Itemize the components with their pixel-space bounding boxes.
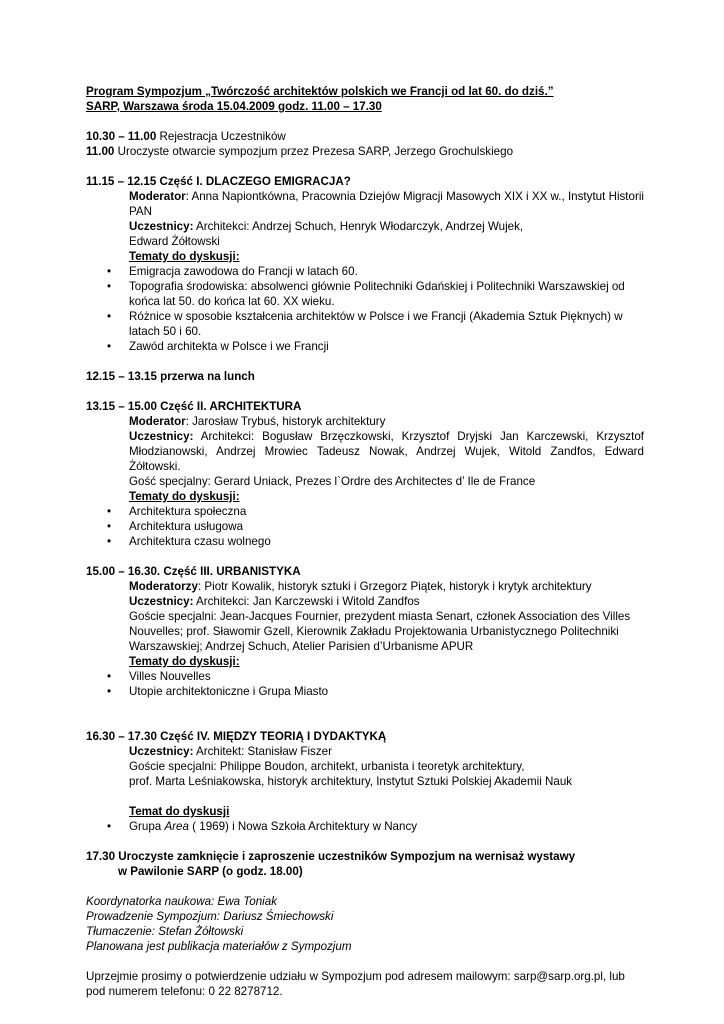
part-3-guests: Goście specjalni: Jean-Jacques Fournier, prezydent miasta Senart, członek Association des Villes Nouvelles; prof. Sławomir Gzell, Kierownik Zakładu Projektowania Urbanistycznego Politechniki Warszawskiej; Andrzej Schuch, Atelier Parisien d’Urbanisme APUR xyxy=(129,610,631,653)
credit-line: Koordynatorka naukowa: Ewa Toniak xyxy=(86,895,277,908)
list-item: • Emigracja zawodowa do Francji w latach 60. xyxy=(86,264,644,279)
closing-line-2: w Pawilonie SARP (o godz. 18.00) xyxy=(118,865,303,878)
schedule-item xyxy=(86,129,644,144)
schedule-time: 10.30 – 11.00 xyxy=(86,130,157,143)
participants-label: Uczestnicy: xyxy=(129,745,194,758)
footer-note: Uprzejmie prosimy o potwierdzenie udziału w Sympozjum pod adresem mailowym: sarp@sarp.org.pl, lub pod numerem telefonu: 0 22 8278712. xyxy=(86,970,625,998)
closing-line-1: 17.30 Uroczyste zamknięcie i zaproszenie uczestników Sympozjum na wernisaż wystawy xyxy=(86,850,576,863)
moderators-text: : Piotr Kowalik, historyk sztuki i Grzegorz Piątek, historyk i krytyk architektury xyxy=(197,580,592,593)
participants-text: Architekci: Andrzej Schuch, Henryk Włodarczyk, Andrzej Wujek, xyxy=(193,220,524,233)
part-3-topics-label: Tematy do dyskusji: xyxy=(129,655,240,668)
document-subtitle: SARP, Warszawa środa 15.04.2009 godz. 11.00 – 17.30 xyxy=(86,100,382,113)
list-item: • Topografia środowiska: absolwenci głównie Politechniki Gdańskiej i Politechniki Warszawskiej od końca lat 50. do końca lat 60. XX wieku. xyxy=(86,279,644,309)
participants-label: Uczestnicy: xyxy=(129,430,194,443)
part-2-topics xyxy=(86,504,644,549)
part-2-topics-label: Tematy do dyskusji: xyxy=(129,490,240,503)
part-4-topics xyxy=(86,819,644,834)
list-item: • Architektura społeczna xyxy=(86,504,644,519)
moderator-label: Moderator xyxy=(129,415,186,428)
topic-text-post: ( 1969) i Nowa Szkoła Architektury w Nancy xyxy=(188,820,418,833)
part-1-section xyxy=(86,174,644,354)
participants-text: Architekt: Stanisław Fiszer xyxy=(193,745,332,758)
moderator-label: Moderator xyxy=(129,190,186,203)
part-1-heading: 11.15 – 12.15 Część I. DLACZEGO EMIGRACJA? xyxy=(86,175,351,188)
schedule-time: 11.00 xyxy=(86,145,115,158)
part-2-guest: Gość specjalny: Gerard Uniack, Prezes l`Ordre des Architectes d’ Ile de France xyxy=(129,475,536,488)
part-3-topics xyxy=(86,669,644,699)
closing-section xyxy=(86,849,644,879)
list-item: • Utopie architektoniczne i Grupa Miasto xyxy=(86,684,644,699)
participants-text-cont: Edward Żółtowski xyxy=(129,235,220,248)
part-3-participants xyxy=(86,594,644,609)
credit-line: Planowana jest publikacja materiałów z Sympozjum xyxy=(86,940,352,953)
moderators-label: Moderatorzy xyxy=(129,580,198,593)
topic-text-italic: Area xyxy=(164,820,189,833)
document-title: Program Sympozjum „Twórczość architektów polskich we Francji od lat 60. do dziś.” xyxy=(86,85,554,98)
part-4-participants xyxy=(86,744,644,759)
part-2-participants xyxy=(86,429,644,474)
part-1-moderator xyxy=(86,189,644,219)
participants-text: Architekci: Bogusław Brzęczkowski, Krzysztof Dryjski Jan Karczewski, Krzysztof Młodzianowski, Andrzej Mrowiec Tadeusz Nowak, Andrzej Wujek, Witold Zandfos, Edward Żółtowski. xyxy=(129,430,644,473)
participants-label: Uczestnicy: xyxy=(129,595,194,608)
list-item: • Zawód architekta w Polsce i we Francji xyxy=(86,339,644,354)
schedule-text: Rejestracja Uczestników xyxy=(156,130,286,143)
part-4-section xyxy=(86,729,644,834)
part-3-heading: 15.00 – 16.30. Część III. URBANISTYKA xyxy=(86,565,301,578)
part-4-topic-label: Temat do dyskusji xyxy=(129,805,230,818)
part-2-heading: 13.15 – 15.00 Część II. ARCHITEKTURA xyxy=(86,400,302,413)
list-item: • Różnice w sposobie kształcenia architektów w Polsce i we Francji (Akademia Sztuk Pięknych) w latach 50 i 60. xyxy=(86,309,644,339)
list-item: • Villes Nouvelles xyxy=(86,669,644,684)
lunch-break: 12.15 – 13.15 przerwa na lunch xyxy=(86,370,255,383)
part-2-section xyxy=(86,399,644,549)
participants-text: Architekci: Jan Karczewski i Witold Zandfos xyxy=(193,595,420,608)
part-2-moderator xyxy=(86,414,644,429)
list-item: • Architektura usługowa xyxy=(86,519,644,534)
part-4-heading: 16.30 – 17.30 Część IV. MIĘDZY TEORIĄ I DYDAKTYKĄ xyxy=(86,730,387,743)
list-item: • Architektura czasu wolnego xyxy=(86,534,644,549)
part-4-guests-2: prof. Marta Leśniakowska, historyk architektury, Instytut Sztuki Polskiej Akademii Nauk xyxy=(129,775,573,788)
schedule-item xyxy=(86,144,644,159)
topic-text-pre: Grupa xyxy=(129,820,165,833)
part-3-section xyxy=(86,564,644,699)
part-3-moderators xyxy=(86,579,644,594)
schedule-text: Uroczyste otwarcie sympozjum przez Prezesa SARP, Jerzego Grochulskiego xyxy=(114,145,514,158)
part-1-participants xyxy=(86,219,644,249)
list-item xyxy=(86,819,644,834)
credit-line: Tłumaczenie: Stefan Żółtowski xyxy=(86,925,244,938)
moderator-text: : Anna Napiontkówna, Pracownia Dziejów Migracji Masowych XIX i XX w., Instytut Historii PAN xyxy=(129,190,644,218)
part-4-guests-1: Goście specjalni: Philippe Boudon, architekt, urbanista i teoretyk architektury, xyxy=(129,760,525,773)
participants-label: Uczestnicy: xyxy=(129,220,194,233)
credits xyxy=(86,894,644,954)
part-1-topics xyxy=(86,264,644,354)
moderator-text: : Jarosław Trybuś, historyk architektury xyxy=(185,415,386,428)
credit-line: Prowadzenie Sympozjum: Dariusz Śmiechowski xyxy=(86,910,334,923)
part-1-topics-label: Tematy do dyskusji: xyxy=(129,250,240,263)
document-page xyxy=(86,84,644,999)
